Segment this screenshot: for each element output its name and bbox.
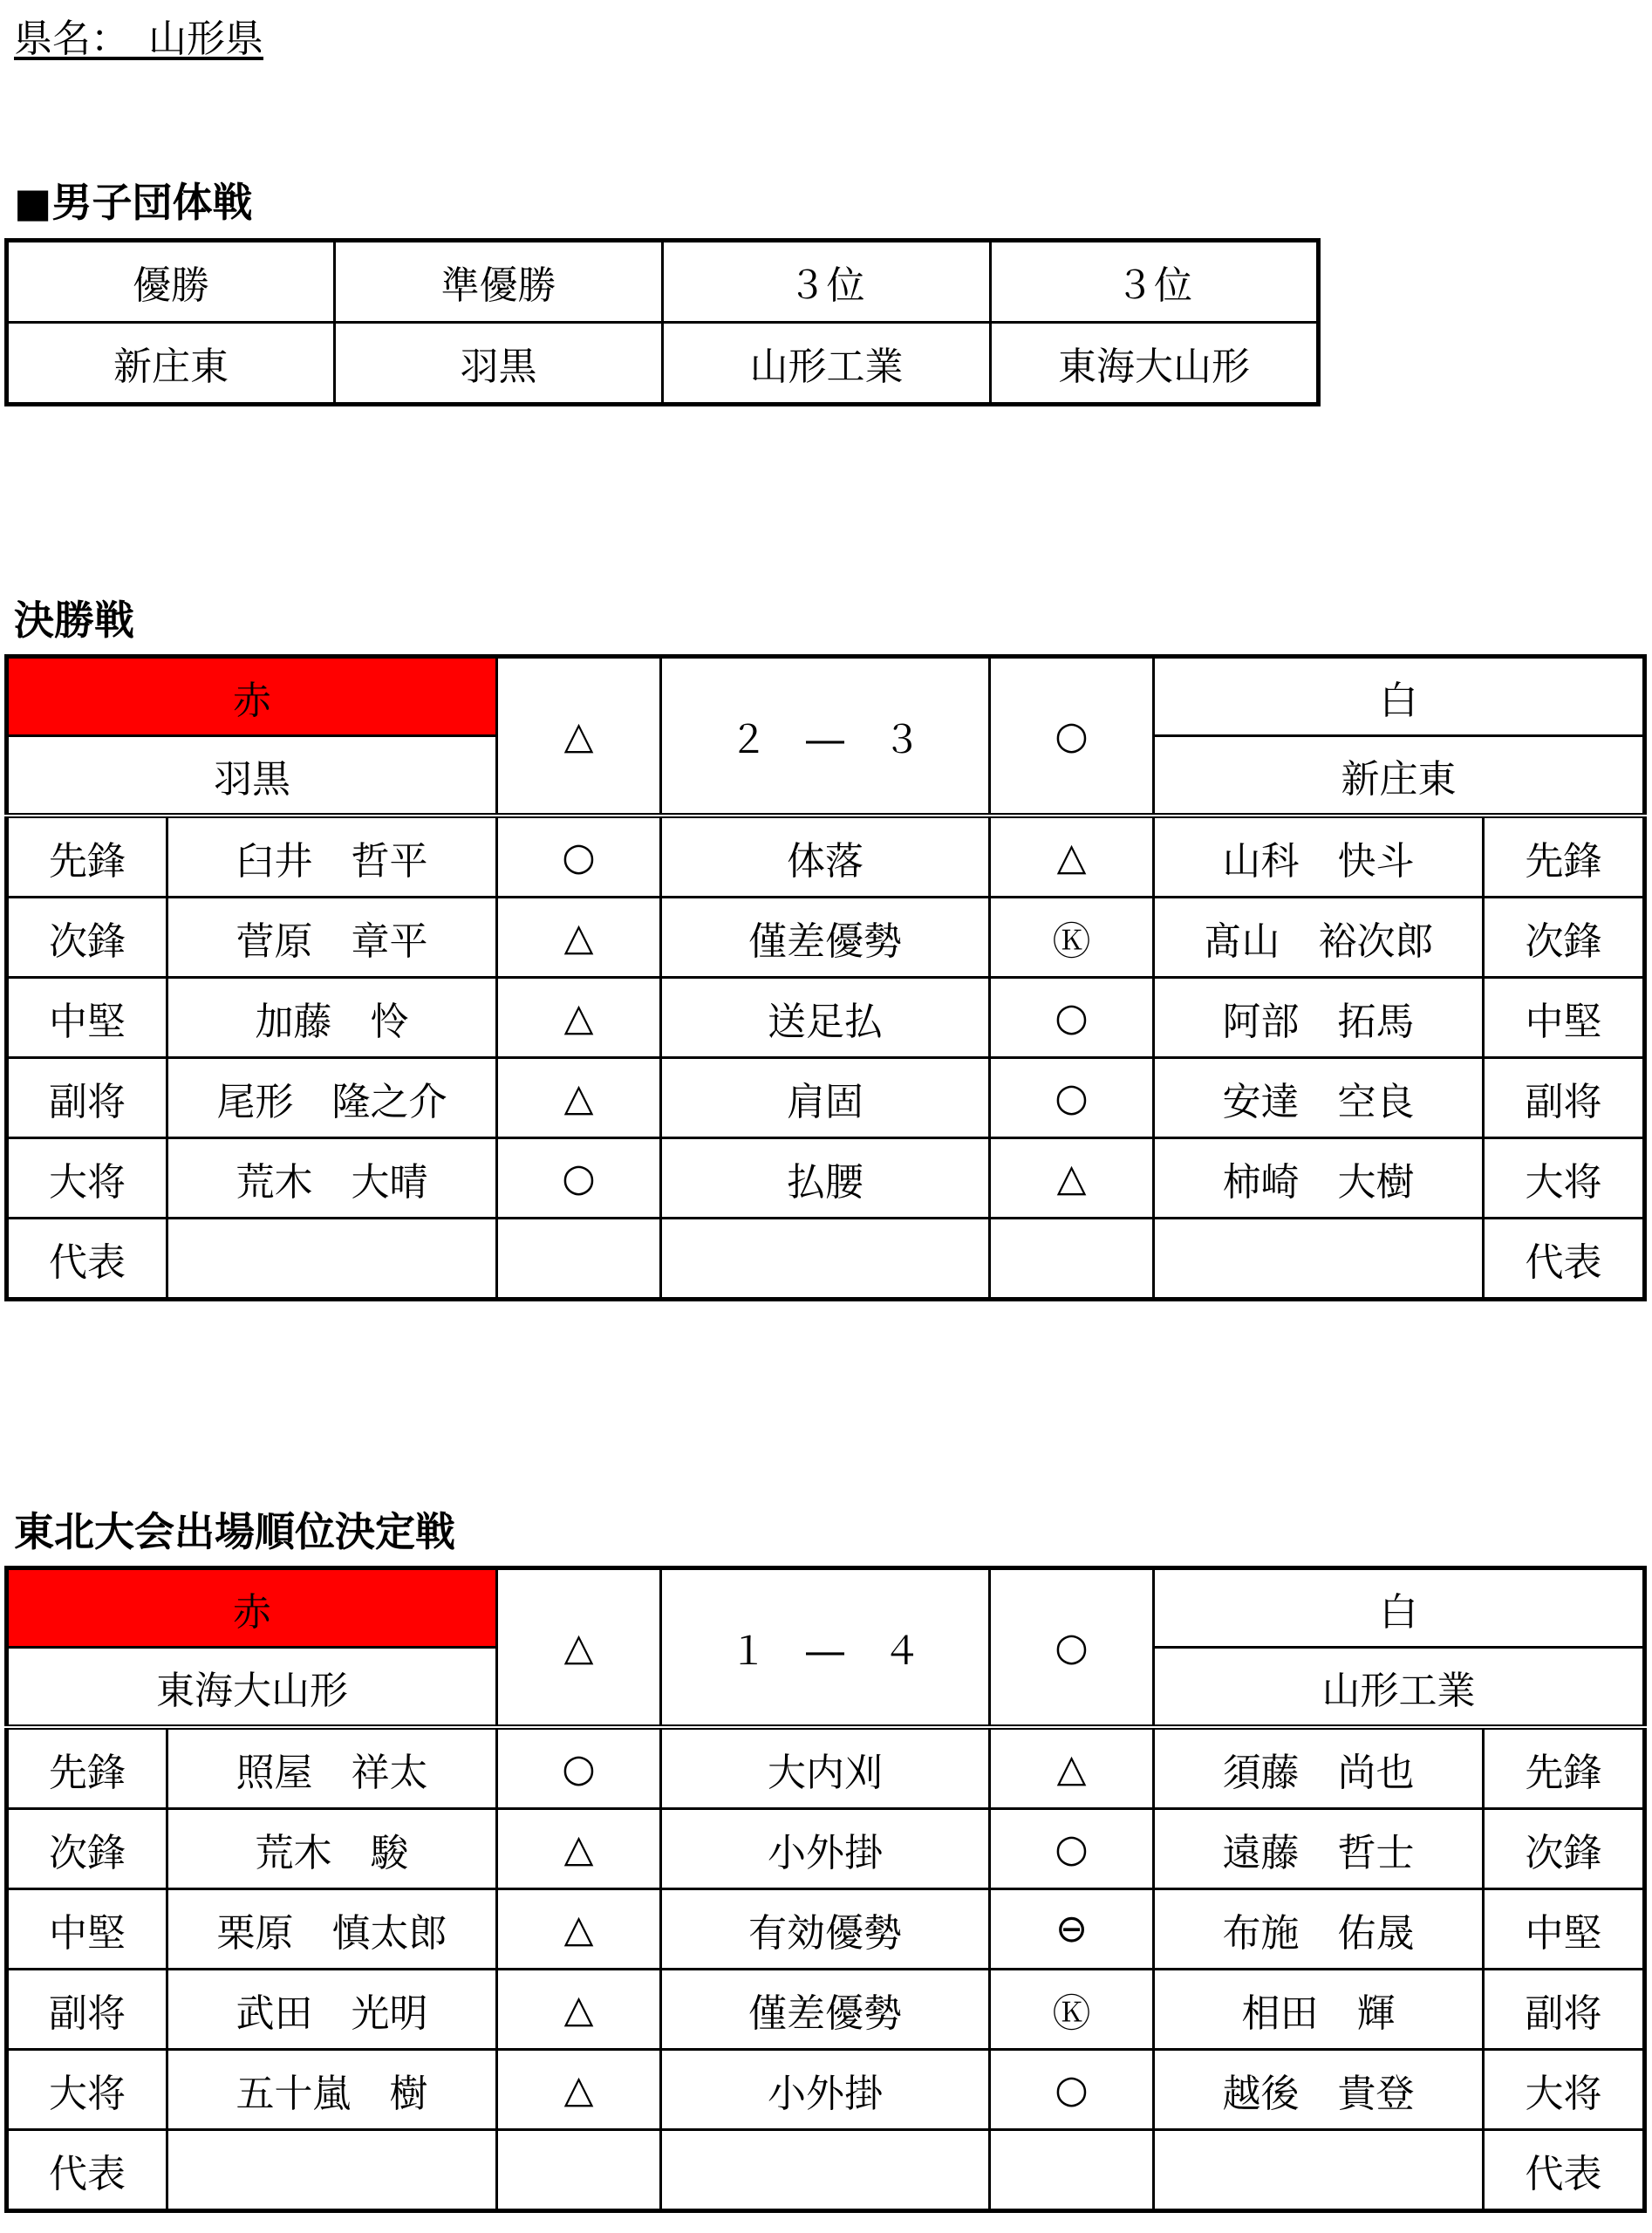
red-result-mark: △ xyxy=(497,978,661,1058)
position-label: 副将 xyxy=(7,1058,167,1138)
header-runner-up: 準優勝 xyxy=(335,241,663,323)
prefecture-label: 県名： 山形県 xyxy=(14,17,263,61)
white-result-mark: ○ xyxy=(990,978,1154,1058)
position-label: 中堅 xyxy=(7,978,167,1058)
position-label-white: 先鋒 xyxy=(1484,1727,1645,1809)
position-label-white: 代表 xyxy=(1484,2130,1645,2211)
white-player: 布施 佑晟 xyxy=(1154,1889,1484,1970)
header-winner: 優勝 xyxy=(7,241,335,323)
bout-row xyxy=(7,1809,1645,1889)
white-result-mark: Ⓚ xyxy=(990,1970,1154,2050)
red-player: 照屋 祥太 xyxy=(167,1727,497,1809)
header-third-b: ３位 xyxy=(991,241,1319,323)
position-label-white: 副将 xyxy=(1484,1970,1645,2050)
position-label: 副将 xyxy=(7,1970,167,2050)
white-team-mark: ○ xyxy=(990,657,1154,816)
header-third-a: ３位 xyxy=(663,241,991,323)
white-player xyxy=(1154,2130,1484,2211)
white-result-mark: △ xyxy=(990,816,1154,898)
technique xyxy=(661,1219,990,1300)
bout-row xyxy=(7,1727,1645,1809)
red-result-mark xyxy=(497,2130,661,2211)
bout-row xyxy=(7,1058,1645,1138)
white-team-name: 山形工業 xyxy=(1154,1648,1645,1728)
position-label-white: 大将 xyxy=(1484,1138,1645,1219)
value-third-b: 東海大山形 xyxy=(991,323,1319,405)
bout-row-representative xyxy=(7,1219,1645,1300)
white-result-mark xyxy=(990,1219,1154,1300)
position-label: 次鋒 xyxy=(7,1809,167,1889)
final-match-table xyxy=(4,654,1647,1301)
match-header-top xyxy=(7,657,1645,736)
red-result-mark: △ xyxy=(497,2050,661,2130)
position-label-white: 次鋒 xyxy=(1484,898,1645,978)
position-label: 先鋒 xyxy=(7,1727,167,1809)
match-score: ２ ― ３ xyxy=(661,657,990,816)
white-result-mark: ○ xyxy=(990,1058,1154,1138)
red-player: 臼井 哲平 xyxy=(167,816,497,898)
white-result-mark xyxy=(990,2130,1154,2211)
bout-row xyxy=(7,2050,1645,2130)
position-label: 代表 xyxy=(7,2130,167,2211)
technique: 払腰 xyxy=(661,1138,990,1219)
position-label-white: 副将 xyxy=(1484,1058,1645,1138)
red-player: 荒木 駿 xyxy=(167,1809,497,1889)
white-side-label: 白 xyxy=(1154,657,1645,736)
red-player: 栗原 慎太郎 xyxy=(167,1889,497,1970)
red-result-mark: △ xyxy=(497,898,661,978)
red-result-mark xyxy=(497,1219,661,1300)
white-player: 安達 空良 xyxy=(1154,1058,1484,1138)
white-result-mark: ⊖ xyxy=(990,1889,1154,1970)
value-winner: 新庄東 xyxy=(7,323,335,405)
red-player xyxy=(167,2130,497,2211)
technique: 僅差優勢 xyxy=(661,1970,990,2050)
white-player xyxy=(1154,1219,1484,1300)
value-runner-up: 羽黒 xyxy=(335,323,663,405)
red-team-name: 羽黒 xyxy=(7,736,497,816)
results-value-row xyxy=(7,323,1319,405)
white-result-mark: △ xyxy=(990,1727,1154,1809)
white-player: 柿崎 大樹 xyxy=(1154,1138,1484,1219)
value-third-a: 山形工業 xyxy=(663,323,991,405)
white-result-mark: ○ xyxy=(990,1809,1154,1889)
white-player: 山科 快斗 xyxy=(1154,816,1484,898)
white-player: 須藤 尚也 xyxy=(1154,1727,1484,1809)
match-score: １ ― ４ xyxy=(661,1568,990,1728)
red-player: 尾形 隆之介 xyxy=(167,1058,497,1138)
section-heading-ranking: 東北大会出場順位決定戦 xyxy=(14,1508,455,1555)
red-player: 五十嵐 樹 xyxy=(167,2050,497,2130)
technique: 送足払 xyxy=(661,978,990,1058)
white-player: 遠藤 哲士 xyxy=(1154,1809,1484,1889)
red-result-mark: △ xyxy=(497,1889,661,1970)
red-player: 加藤 怜 xyxy=(167,978,497,1058)
position-label-white: 大将 xyxy=(1484,2050,1645,2130)
red-side-label: 赤 xyxy=(7,1568,497,1648)
position-label-white: 中堅 xyxy=(1484,1889,1645,1970)
technique: 小外掛 xyxy=(661,2050,990,2130)
technique: 小外掛 xyxy=(661,1809,990,1889)
match-header-top xyxy=(7,1568,1645,1648)
white-team-mark: ○ xyxy=(990,1568,1154,1728)
technique: 僅差優勢 xyxy=(661,898,990,978)
technique: 肩固 xyxy=(661,1058,990,1138)
technique xyxy=(661,2130,990,2211)
red-result-mark: △ xyxy=(497,1809,661,1889)
position-label-white: 中堅 xyxy=(1484,978,1645,1058)
position-label: 代表 xyxy=(7,1219,167,1300)
red-result-mark: ○ xyxy=(497,816,661,898)
position-label-white: 代表 xyxy=(1484,1219,1645,1300)
red-player xyxy=(167,1219,497,1300)
technique: 大内刈 xyxy=(661,1727,990,1809)
red-result-mark: ○ xyxy=(497,1727,661,1809)
bout-row xyxy=(7,1970,1645,2050)
white-result-mark: △ xyxy=(990,1138,1154,1219)
red-result-mark: ○ xyxy=(497,1138,661,1219)
white-side-label: 白 xyxy=(1154,1568,1645,1648)
ranking-match-table xyxy=(4,1566,1647,2213)
red-result-mark: △ xyxy=(497,1058,661,1138)
red-player: 荒木 大晴 xyxy=(167,1138,497,1219)
red-player: 武田 光明 xyxy=(167,1970,497,2050)
position-label: 次鋒 xyxy=(7,898,167,978)
white-result-mark: ○ xyxy=(990,2050,1154,2130)
section-heading-final: 決勝戦 xyxy=(14,597,134,644)
red-team-name: 東海大山形 xyxy=(7,1648,497,1728)
white-player: 髙山 裕次郎 xyxy=(1154,898,1484,978)
position-label: 大将 xyxy=(7,1138,167,1219)
team-results-table xyxy=(4,238,1321,406)
bout-row xyxy=(7,1138,1645,1219)
section-heading-team: ■男子団体戦 xyxy=(14,179,253,226)
red-team-mark: △ xyxy=(497,1568,661,1728)
white-player: 阿部 拓馬 xyxy=(1154,978,1484,1058)
bout-row xyxy=(7,1889,1645,1970)
position-label-white: 先鋒 xyxy=(1484,816,1645,898)
results-header-row xyxy=(7,241,1319,323)
position-label-white: 次鋒 xyxy=(1484,1809,1645,1889)
white-player: 相田 輝 xyxy=(1154,1970,1484,2050)
position-label: 先鋒 xyxy=(7,816,167,898)
bout-row xyxy=(7,978,1645,1058)
position-label: 大将 xyxy=(7,2050,167,2130)
bout-row xyxy=(7,898,1645,978)
bout-row xyxy=(7,816,1645,898)
bout-row-representative xyxy=(7,2130,1645,2211)
technique: 有効優勢 xyxy=(661,1889,990,1970)
red-side-label: 赤 xyxy=(7,657,497,736)
red-player: 菅原 章平 xyxy=(167,898,497,978)
technique: 体落 xyxy=(661,816,990,898)
white-player: 越後 貴登 xyxy=(1154,2050,1484,2130)
white-result-mark: Ⓚ xyxy=(990,898,1154,978)
position-label: 中堅 xyxy=(7,1889,167,1970)
red-result-mark: △ xyxy=(497,1970,661,2050)
red-team-mark: △ xyxy=(497,657,661,816)
white-team-name: 新庄東 xyxy=(1154,736,1645,816)
